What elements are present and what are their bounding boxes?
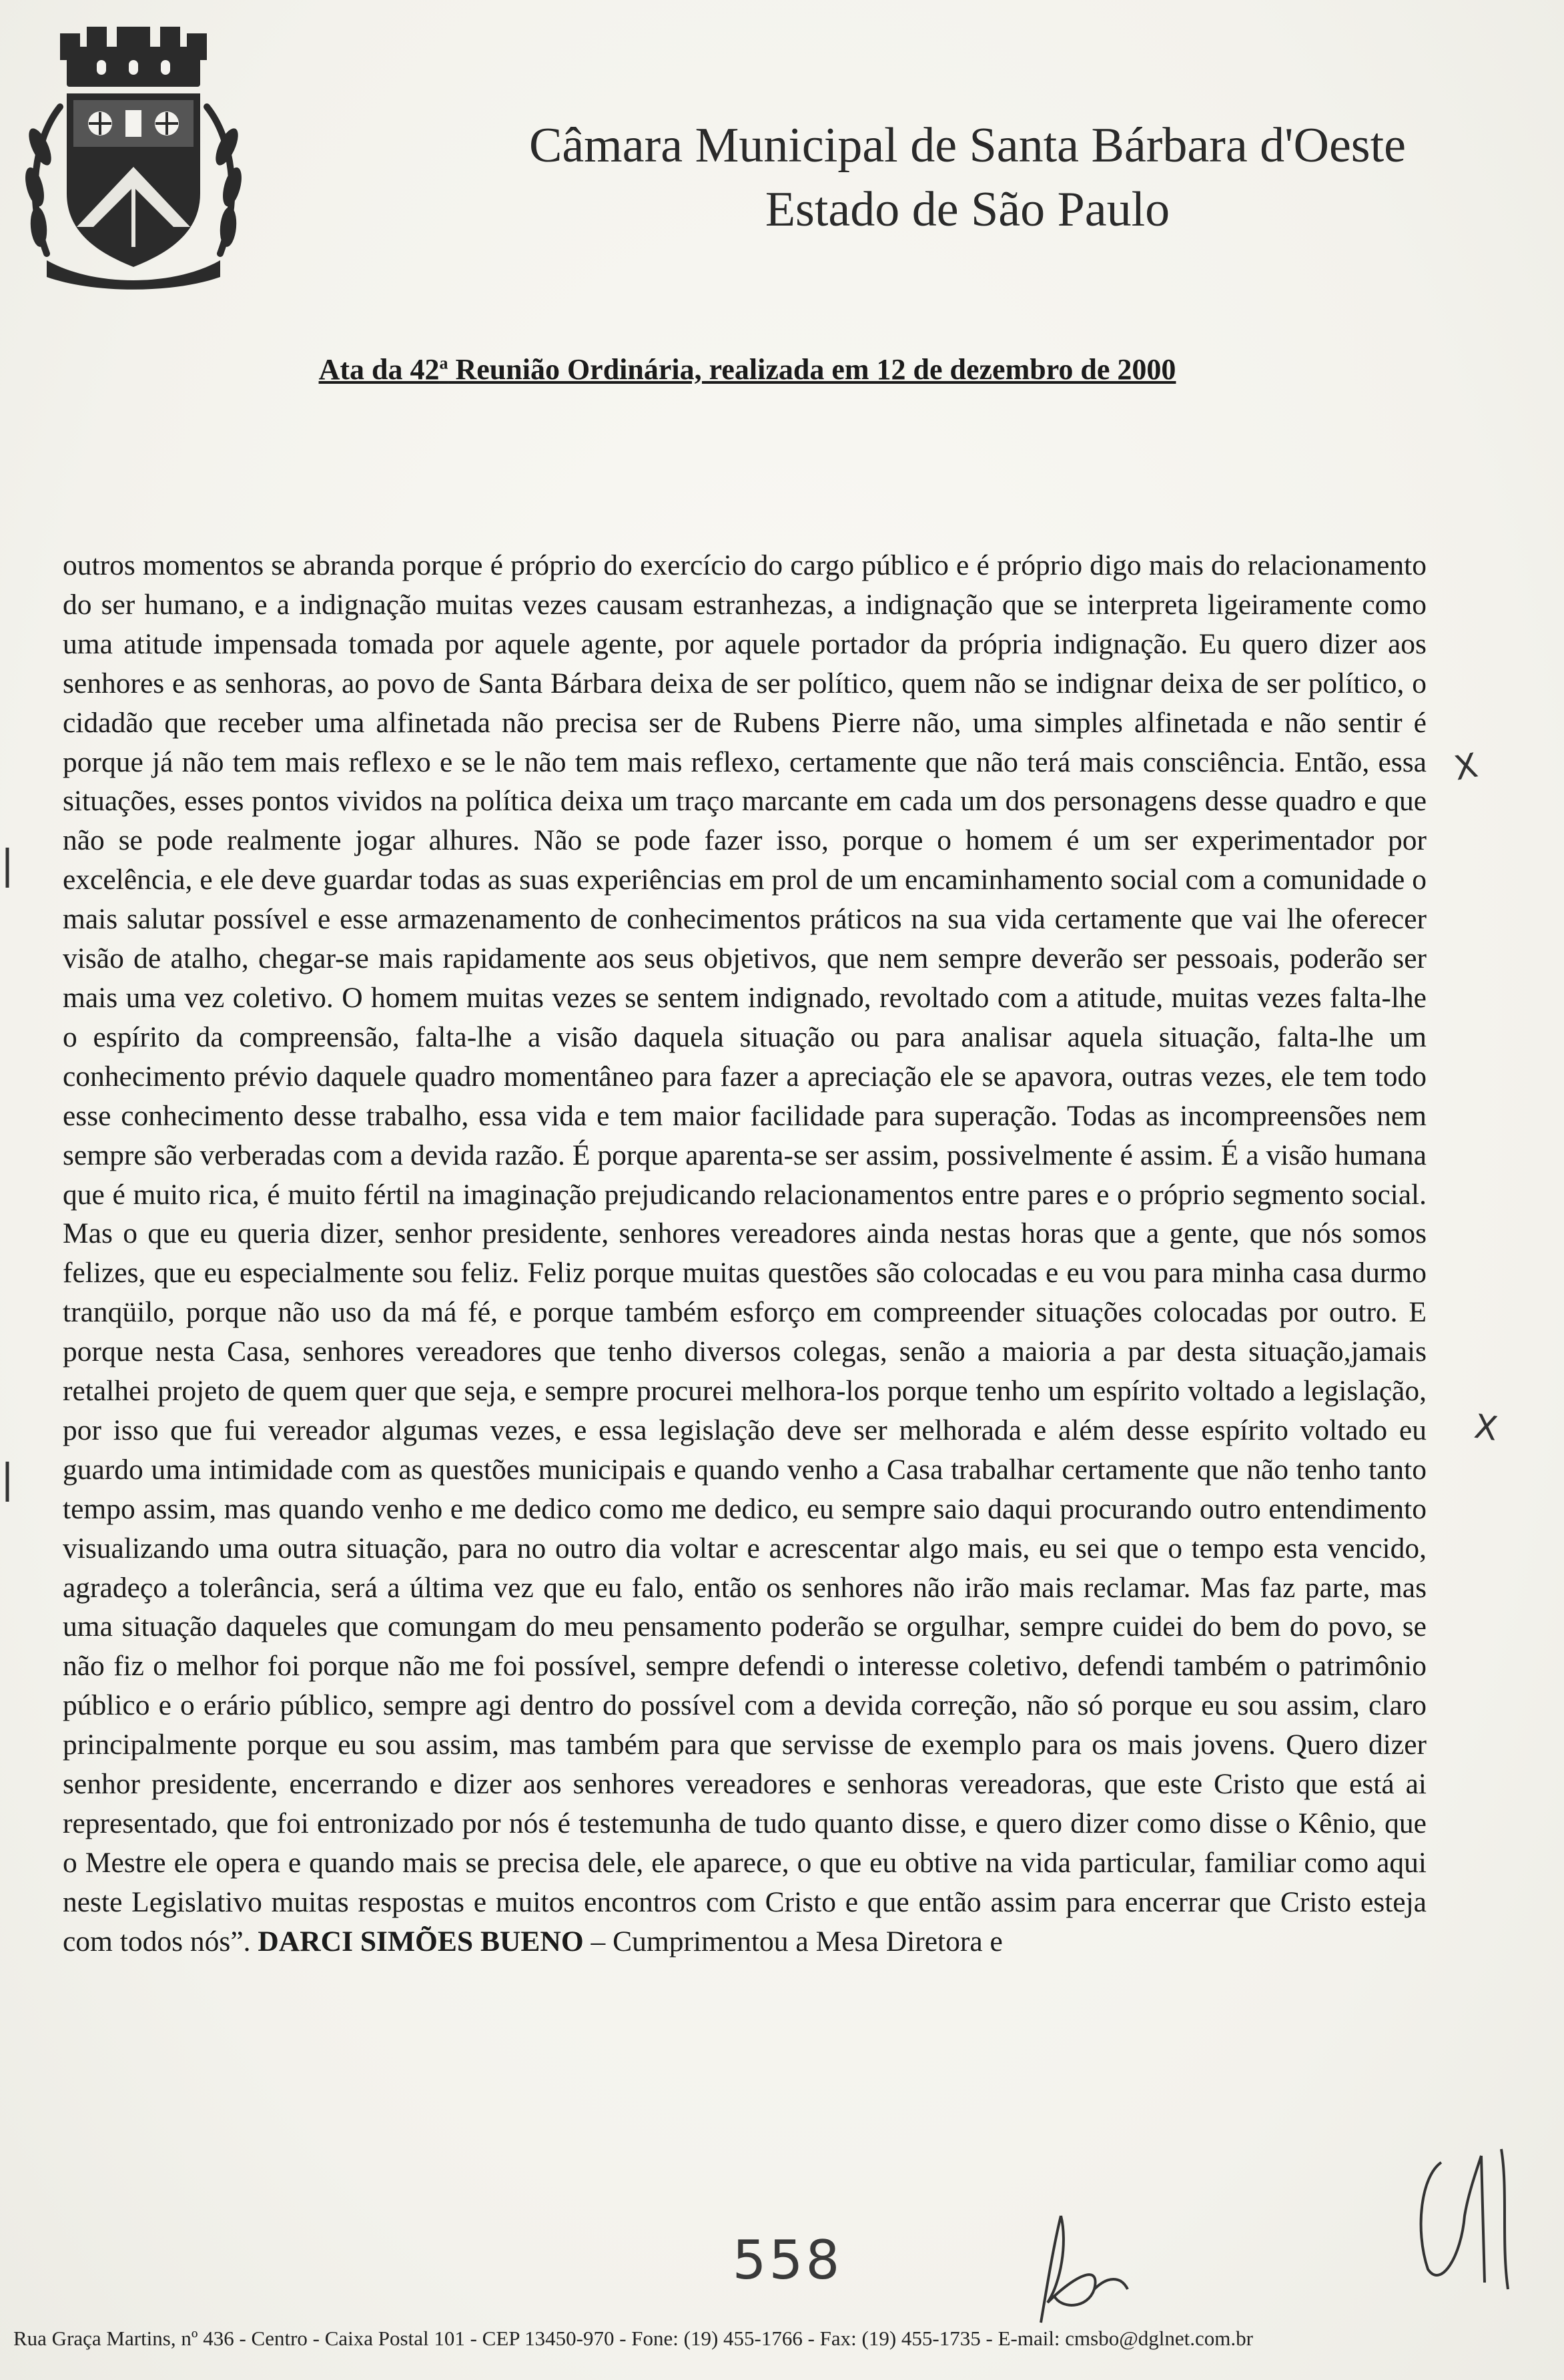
- rubric-signature: [1401, 2136, 1535, 2296]
- continuation-text: – Cumprimentou a Mesa Diretora e: [583, 1925, 1003, 1958]
- left-margin-tick: [3, 1462, 12, 1502]
- minute-title-suffix: Reunião Ordinária, realizada em 12 de dezembro de 2000: [448, 353, 1176, 386]
- minutes-paragraph: [63, 546, 1427, 1962]
- initials-signature: [1014, 2202, 1148, 2329]
- margin-check-mark: X: [1451, 746, 1481, 788]
- footer-address: Rua Graça Martins, nº 436 - Centro - Caixa Postal 101 - CEP 13450-970 - Fone: (19) 455-1766 - Fax: (19) 455-1735 - E-mail: cmsbo@dglnet.com.br: [13, 2327, 1253, 2350]
- next-speaker-name: DARCI SIMÕES BUENO: [258, 1925, 584, 1958]
- state-name: Estado de São Paulo: [765, 182, 1170, 237]
- minute-title: [254, 352, 1241, 386]
- minutes-body: [63, 546, 1427, 1962]
- page-number: 558: [732, 2229, 843, 2291]
- coat-of-arms-icon: [20, 27, 247, 294]
- minute-title-ordinal: a: [439, 353, 448, 373]
- institution-name: Câmara Municipal de Santa Bárbara d'Oeste: [528, 118, 1406, 173]
- minute-title-prefix: Ata da 42: [318, 353, 440, 386]
- header-title: [427, 113, 1508, 242]
- left-margin-tick: [3, 848, 12, 888]
- speech-text: outros momentos se abranda porque é próprio do exercício do cargo público e é próprio digo mais do relacionamento do ser humano, e a indignação muitas vezes causam estranhezas, a indignação que se interpreta ligeiramente como uma atitude impensada tomada por aquele agente, por aquele portador da própria indignação. Eu quero dizer aos senhores e as senhoras, ao povo de Santa Bárbara deixa de ser político, quem não se indignar deixa de ser político, o cidadão que receber uma alfinetada não precisa ser de Rubens Pierre não, uma simples alfinetada e não sentir é porque já não tem mais reflexo e se le não tem mais reflexo, certamente que não terá mais consciência. Então, essa situações, esses pontos vividos na política deixa um traço marcante em cada um dos personagens desse quadro e que não se pode realmente jogar alhures. Não se pode fazer isso, porque o homem é um ser experimentador por excelência, e ele deve guardar todas as suas experiências em prol de um encaminhamento social com a comunidade o mais salutar possível e esse armazenamento de conhecimentos práticos na sua vida certamente que vai lhe oferecer visão de atalho, chegar-se mais rapidamente aos seus objetivos, que nem sempre deverão ser pessoais, poderão ser mais uma vez coletivo. O homem muitas vezes se sentem indignado, revoltado com a atitude, muitas vezes falta-lhe o espírito da compreensão, falta-lhe a visão daquela situação ou para analisar aquela situação, falta-lhe um conhecimento prévio daquele quadro momentâneo para fazer a apreciação ele se apavora, outras vezes, ele tem todo esse conhecimento desse trabalho, essa vida e tem maior facilidade para superação. Todas as incompreensões nem sempre são verberadas com a devida razão. É porque aparenta-se ser assim, possivelmente é assim. É a visão humana que é muito rica, é muito fértil na imaginação prejudicando relacionamentos entre pares e o próprio segmento social. Mas o que eu queria dizer, senhor presidente, senhores vereadores ainda nestas horas que a gente, que nós somos felizes, que eu especialmente sou feliz. Feliz porque muitas questões são colocadas e eu vou para minha casa durmo tranqüilo, porque não uso da má fé, e porque também esforço em compreender situações colocadas por outro. E porque nesta Casa, senhores vereadores que tenho diversos colegas, senão a maioria a par desta situação,jamais retalhei projeto de quem quer que seja, e sempre procurei melhora-los porque tenho um espírito voltado a legislação, por isso que fui vereador algumas vezes, e essa legislação deve ser melhorada e além desse espírito voltado eu guardo uma intimidade com as questões municipais e quando venho a Casa trabalhar certamente que não tenho tanto tempo assim, mas quando venho e me dedico como me dedico, eu sempre saio daqui procurando outro entendimento visualizando uma outra situação, para no outro dia voltar e acrescentar algo mais, eu sei que o tempo esta vencido, agradeço a tolerância, será a última vez que eu falo, então os senhores não irão mais reclamar. Mas faz parte, mas uma situação daqueles que comungam do meu pensamento poderão se orgulhar, sempre cuidei do bem do povo, se não fiz o melhor foi porque não me foi possível, sempre defendi o interesse coletivo, defendi também o patrimônio público e o erário público, sempre agi dentro do possível com a devida correção, não só porque eu sou assim, claro principalmente porque eu sou assim, mas também para que servisse de exemplo para os mais jovens. Quero dizer senhor presidente, encerrando e dizer aos senhores vereadores e senhoras vereadoras, que este Cristo que está ai representado, que foi entronizado por nós é testemunha de tudo quanto disse, e quero dizer como disse o Kênio, que o Mestre ele opera e quando mais se precisa dele, ele aparece, o que eu obtive na vida particular, familiar como aqui neste Legislativo muitas respostas e muitos encontros com Cristo e que então assim para encerrar que Cristo esteja com todos nós”.: [63, 549, 1427, 1958]
- margin-check-mark: X: [1472, 1406, 1501, 1449]
